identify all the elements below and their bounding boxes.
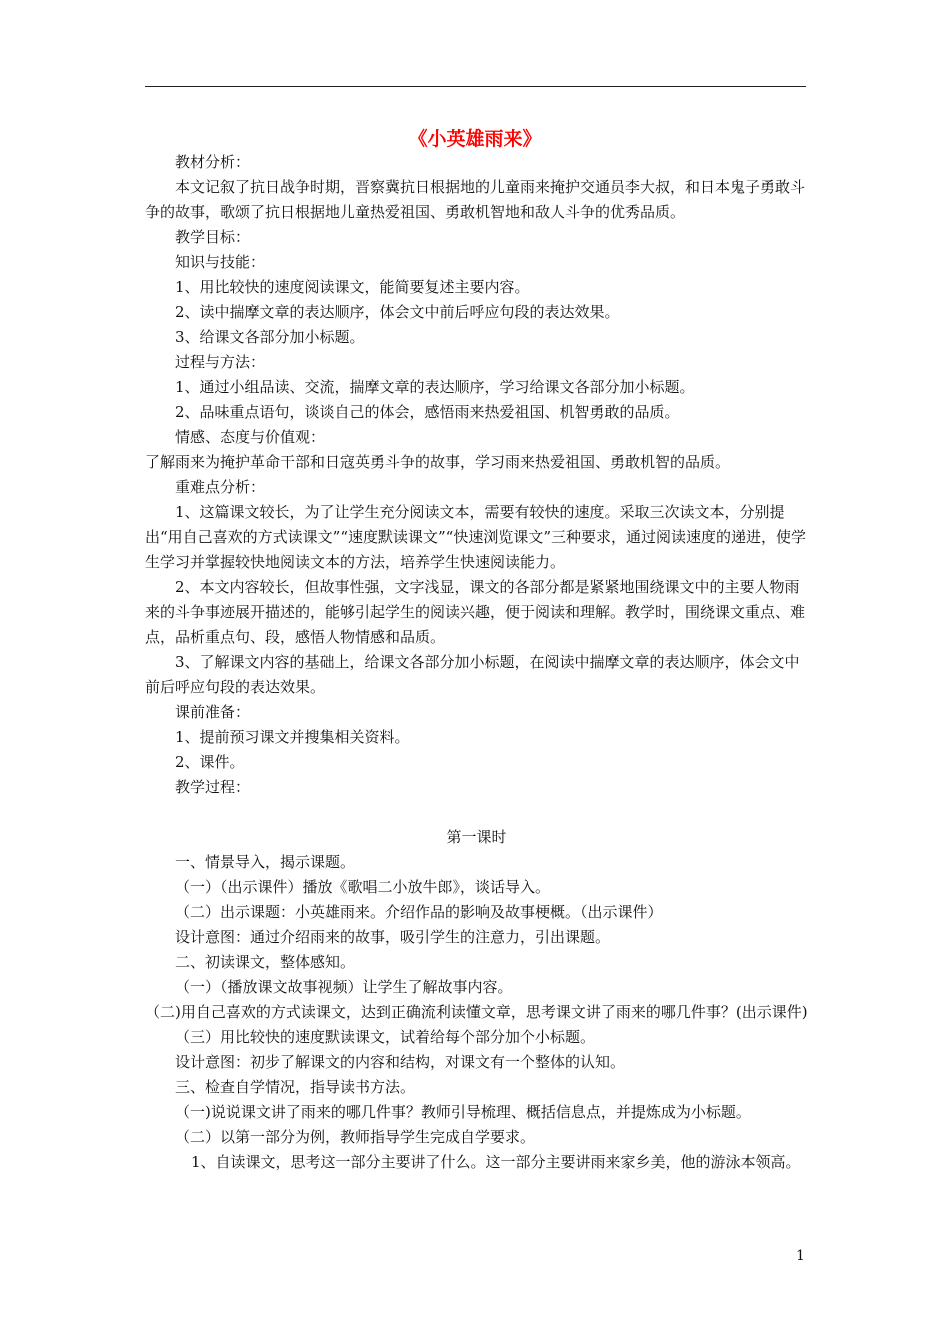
emotion-text: 了解雨来为掩护革命干部和日寇英勇斗争的故事，学习雨来热爱祖国、勇敢机智的品质。 xyxy=(145,453,731,471)
lesson-line: 二、初读课文，整体感知。 xyxy=(175,953,356,971)
emotion-label: 情感、态度与价值观： xyxy=(175,428,326,446)
lesson-line: 一、情景导入，揭示课题。 xyxy=(175,853,356,871)
knowledge-label: 知识与技能： xyxy=(175,253,266,271)
header-rule xyxy=(145,86,806,87)
goals-label: 教学目标： xyxy=(175,228,251,246)
lesson-line: （三）用比较快的速度默读课文，试着给每个部分加个小标题。 xyxy=(175,1028,596,1046)
lesson-line: （二）出示课题：小英雄雨来。介绍作品的影响及故事梗概。（出示课件） xyxy=(175,903,663,921)
difficulty-item: 1、这篇课文较长，为了让学生充分阅读文本，需要有较快的速度。采取三次读文本，分别提出“用自己喜欢的方式读课文”“速度默读课文”“快速浏览课文”三种要求，通过阅读速度的递进，使学生学习并掌握较快地阅读文本的方法，培养学生快速阅读能力。 xyxy=(145,503,807,571)
prep-label: 课前准备： xyxy=(175,703,251,721)
knowledge-item: 1、用比较快的速度阅读课文，能简要复述主要内容。 xyxy=(175,278,530,296)
document-title: 《小英雄雨来》 xyxy=(408,128,542,150)
analysis-text: 本文记叙了抗日战争时期，晋察冀抗日根据地的儿童雨来掩护交通员李大叔，和日本鬼子勇敢斗争的故事，歌颂了抗日根据地儿童热爱祖国、勇敢机智地和敌人斗争的优秀品质。 xyxy=(145,178,806,221)
lesson-line: 1、自读课文，思考这一部分主要讲了什么。这一部分主要讲雨来家乡美，他的游泳本领高。 xyxy=(191,1153,801,1171)
knowledge-item: 2、读中揣摩文章的表达顺序，体会文中前后呼应句段的表达效果。 xyxy=(175,303,620,321)
lesson-line: 三、检查自学情况，指导读书方法。 xyxy=(175,1078,416,1096)
analysis-label: 教材分析： xyxy=(175,153,251,171)
lesson-line: （一）（出示课件）播放《歌唱二小放牛郎》，谈话导入。 xyxy=(175,878,551,896)
process-item: 1、通过小组品读、交流，揣摩文章的表达顺序，学习给课文各部分加小标题。 xyxy=(175,378,695,396)
lesson-line: 设计意图：通过介绍雨来的故事，吸引学生的注意力，引出课题。 xyxy=(175,928,611,946)
lesson-line: （二)用自己喜欢的方式读课文，达到正确流利读懂文章，思考课文讲了雨来的哪几件事？(出示课件) xyxy=(145,1003,808,1021)
lesson-line: 设计意图：初步了解课文的内容和结构，对课文有一个整体的认知。 xyxy=(175,1053,626,1071)
teaching-process-label: 教学过程： xyxy=(175,778,251,796)
page-number: 1 xyxy=(796,1248,805,1264)
prep-item: 2、课件。 xyxy=(175,753,245,771)
difficulty-item: 3、了解课文内容的基础上，给课文各部分加小标题，在阅读中揣摩文章的表达顺序，体会文中前后呼应句段的表达效果。 xyxy=(145,653,800,696)
process-item: 2、品味重点语句，谈谈自己的体会，感悟雨来热爱祖国、机智勇敢的品质。 xyxy=(175,403,680,421)
document-body xyxy=(145,150,808,1175)
process-label: 过程与方法： xyxy=(175,353,266,371)
knowledge-item: 3、给课文各部分加小标题。 xyxy=(175,328,365,346)
lesson-line: （一）（播放课文故事视频）让学生了解故事内容。 xyxy=(175,978,513,996)
lesson-line: （二）以第一部分为例，教师指导学生完成自学要求。 xyxy=(175,1128,536,1146)
lesson-heading: 第一课时 xyxy=(446,828,507,846)
lesson-line: （一)说说课文讲了雨来的哪几件事？教师引导梳理、概括信息点，并提炼成为小标题。 xyxy=(175,1103,751,1121)
difficulty-item: 2、本文内容较长，但故事性强，文字浅显，课文的各部分都是紧紧地围绕课文中的主要人物雨来的斗争事迹展开描述的，能够引起学生的阅读兴趣，便于阅读和理解。教学时，围绕课文重点、难点，品析重点句、段，感悟人物情感和品质。 xyxy=(145,578,806,646)
prep-item: 1、提前预习课文并搜集相关资料。 xyxy=(175,728,410,746)
difficulty-label: 重难点分析： xyxy=(175,478,266,496)
